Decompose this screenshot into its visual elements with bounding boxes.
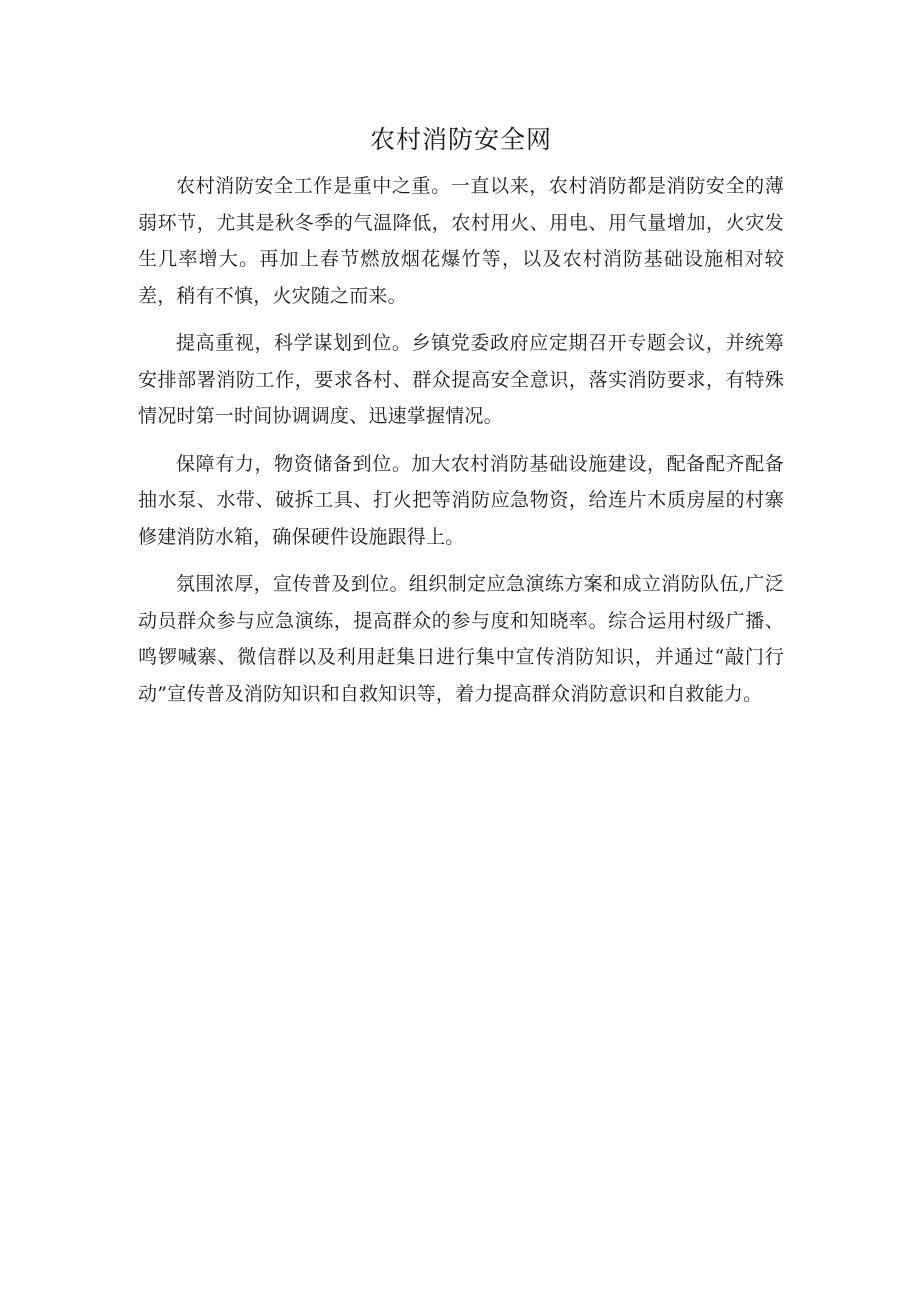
paragraph-supplies: 保障有力，物资储备到位。加大农村消防基础设施建设，配备配齐配备抽水泵、水带、破拆工具、打火把等消防应急物资，给连片木质房屋的村寨修建消防水箱，确保硬件设施跟得上。 xyxy=(138,452,784,548)
paragraph-planning: 提高重视，科学谋划到位。乡镇党委政府应定期召开专题会议，并统筹安排部署消防工作，要求各村、群众提高安全意识，落实消防要求，有特殊情况时第一时间协调调度、迅速掌握情况。 xyxy=(138,332,784,427)
document-title: 农村消防安全网 xyxy=(369,125,552,154)
paragraph-intro: 农村消防安全工作是重中之重。一直以来，农村消防都是消防安全的薄弱环节，尤其是秋冬季的气温降低，农村用火、用电、用气量增加，火灾发生几率增大。再加上春节燃放烟花爆竹等，以及农村消防基础设施相对较差，稍有不慎，火灾随之而来。 xyxy=(138,175,784,307)
document-page xyxy=(138,118,784,723)
paragraph-publicity: 氛围浓厚，宣传普及到位。组织制定应急演练方案和成立消防队伍,广泛动员群众参与应急演练，提高群众的参与度和知晓率。综合运用村级广播、鸣锣喊寨、微信群以及利用赶集日进行集中宣传消防知识，并通过“敲门行动”宣传普及消防知识和自救知识等，着力提高群众消防意识和自救能力。 xyxy=(138,573,784,705)
